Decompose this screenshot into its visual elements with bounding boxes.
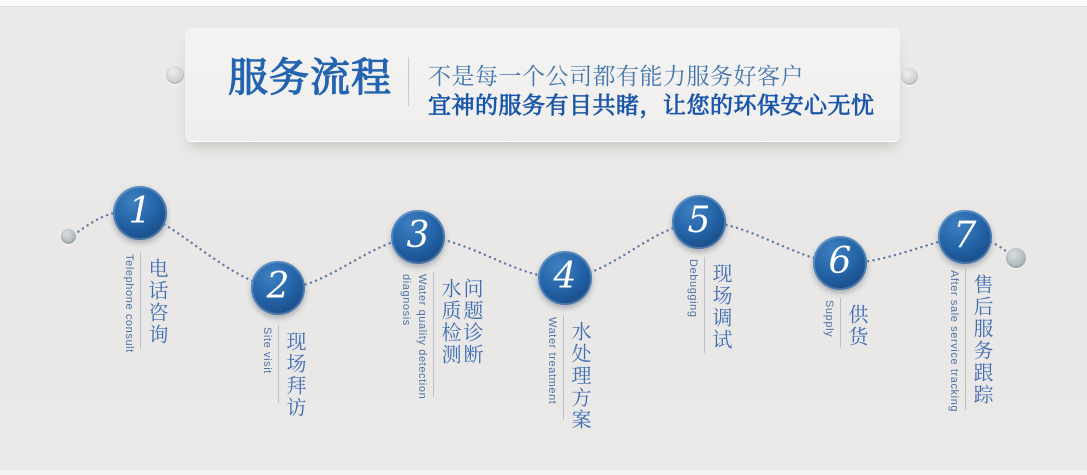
label-rule — [840, 298, 841, 348]
label-en-line: Water treatment — [546, 317, 558, 405]
label-en — [545, 317, 558, 404]
label-rule — [433, 272, 434, 397]
label-cn-line: 现场调试 — [709, 263, 731, 351]
label-en-line: Supply — [823, 300, 835, 338]
step-circle-2 — [251, 261, 305, 315]
path-start-dot — [61, 229, 76, 244]
label-cn — [971, 274, 991, 406]
label-cn — [569, 321, 589, 431]
label-cn-line: 供货 — [845, 304, 867, 348]
step-number: 1 — [128, 190, 152, 232]
step-circle-1 — [113, 186, 167, 240]
label-en-line: diagnosis — [399, 274, 412, 326]
step-circle-7 — [938, 210, 992, 264]
step-circle-4 — [538, 251, 592, 305]
label-cn-line: 现场拜访 — [283, 331, 305, 419]
label-rule — [965, 268, 966, 410]
step-number: 6 — [828, 240, 852, 282]
label-en-line: After sale service tracking — [948, 270, 960, 413]
label-rule — [704, 257, 705, 353]
label-cn — [284, 331, 304, 419]
label-en — [122, 254, 135, 353]
label-rule — [140, 252, 141, 349]
label-cn-line: 电话咨询 — [145, 258, 167, 346]
step-number: 7 — [953, 214, 977, 256]
label-cn-line: 售后服务跟踪 — [970, 274, 992, 406]
label-en-line: Water quality detection — [416, 274, 428, 400]
subtitle-line2: 宜神的服务有目共睹，让您的环保安心无忧 — [428, 92, 875, 118]
step-number: 3 — [406, 214, 430, 256]
label-cn — [710, 263, 730, 351]
path-end-dot — [1006, 248, 1026, 268]
step-number: 2 — [266, 265, 290, 307]
label-en — [822, 300, 835, 337]
label-en — [947, 270, 960, 412]
label-cn-line: 问题诊断 — [460, 278, 482, 366]
page-title: 服务流程 — [228, 56, 392, 100]
label-cn — [846, 304, 866, 348]
label-cn — [146, 258, 166, 346]
label-en-line: Debugging — [687, 259, 699, 318]
label-en — [686, 259, 699, 318]
step-number: 4 — [553, 255, 577, 297]
label-cn-line: 水处理方案 — [568, 321, 590, 431]
label-rule — [278, 325, 279, 403]
label-cn-line: 水质检测 — [438, 278, 460, 366]
label-en-line: Site visit — [261, 327, 273, 374]
label-en — [260, 327, 273, 374]
label-en-line: Telephone consult — [123, 254, 135, 353]
subtitle-line1: 不是每一个公司都有能力服务好客户 — [428, 63, 804, 89]
step-number: 5 — [687, 199, 711, 241]
step-circle-6 — [813, 236, 867, 290]
step-circle-5 — [672, 195, 726, 249]
label-rule — [563, 315, 564, 420]
step-circle-3 — [391, 210, 445, 264]
label-cn — [439, 278, 481, 366]
label-en — [399, 274, 428, 399]
